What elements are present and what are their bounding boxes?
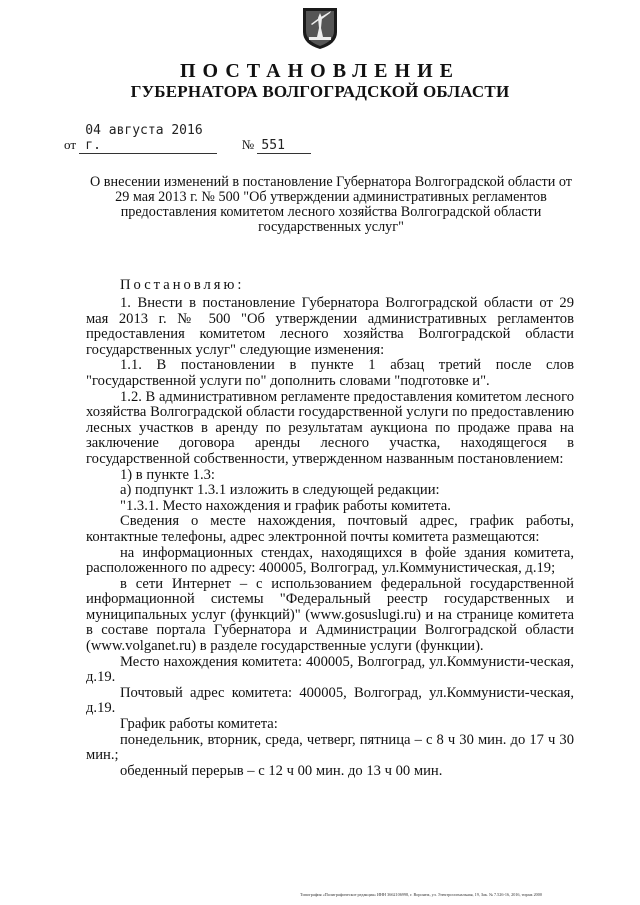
number-label: № [241,137,255,152]
document-subject: О внесении изменений в постановление Губернатора Волгоградской области от 29 мая 2013 г. № 500 "Об утверждении административных регламентов предоставления комитетом лесного хозяйства Волгоградской области государственных услуг" [90,174,572,235]
paragraph: 1. Внести в постановление Губернатора Волгоградской области от 29 мая 2013 г. № 500 "Об утверждении административных регламентов предоставления комитетом лесного хозяйства Волгоградской области государственных услуг" следующие изменения: [86,295,574,358]
paragraph: 1.2. В административном регламенте предоставления комитетом лесного хозяйства Волгоградской области государственной услуги по предоставлению лесных участков в аренду по результатам аукциона по продаже права на заключение договора аренды лесного участка, находящегося в государственной собственности, утвержденном названным постановлением: [86,388,574,467]
decree-word-text: Постановляю: [120,277,245,293]
paragraph: обеденный перерыв – с 12 ч 00 мин. до 13 ч 00 мин. [120,762,443,779]
document-body [86,296,574,779]
paragraph: График работы комитета: [120,716,278,733]
paragraph: на информационных стендах, находящихся в фойе здания комитета, расположенного по адресу: 400005, Волгоград, ул.Коммунистическая, д.19; [86,544,574,577]
paragraph: в сети Интернет – с использованием федеральной государственной информационной системы "Федеральный реестр государственных и муниципальных услуг (функций)" (www.gosuslugi.ru) и на странице комитета в составе портала Губернатора и Администрации Волгоградской области (www.volganet.ru) в разделе государственные услуги (функции). [86,575,574,655]
paragraph: понедельник, вторник, среда, четверг, пятница – с 8 ч 30 мин. до 17 ч 30 мин.; [86,731,574,764]
paragraph: "1.3.1. Место нахождения и график работы комитета. [120,497,451,514]
document-type-title: ПОСТАНОВЛЕНИЕ [180,60,460,82]
paragraph: 1.1. В постановлении в пункте 1 абзац третий после слов "государственной услуги по" дополнить словами "подготовке и". [86,357,574,389]
printer-footer: Типография «Полиграфическое редакция» ИНН 3662106998, г. Воронеж, ул. Электросигнальная, 19, Зак. № 7.526-16, 2016, тираж 2000 [300,892,542,897]
volgograd-coat-of-arms-icon [301,6,339,50]
paragraph: Сведения о месте нахождения, почтовый адрес, график работы, контактные телефоны, адрес электронной почты комитета размещаются: [86,513,574,545]
issuer-title: ГУБЕРНАТОРА ВОЛГОГРАДСКОЙ ОБЛАСТИ [130,82,510,101]
issue-date: 04 августа 2016 г. [79,123,217,154]
paragraph: Почтовый адрес комитета: 400005, Волгоград, ул.Коммунисти-ческая, д.19. [86,684,574,717]
document-number: 551 [257,138,311,154]
paragraph: а) подпункт 1.3.1 изложить в следующей редакции: [120,482,440,499]
paragraph: Место нахождения комитета: 400005, Волгоград, ул.Коммунисти-ческая, д.19. [86,653,574,686]
paragraph: 1) в пункте 1.3: [120,466,215,483]
date-number-line [64,123,311,154]
decree-word [86,278,574,294]
from-label: от [64,137,77,152]
